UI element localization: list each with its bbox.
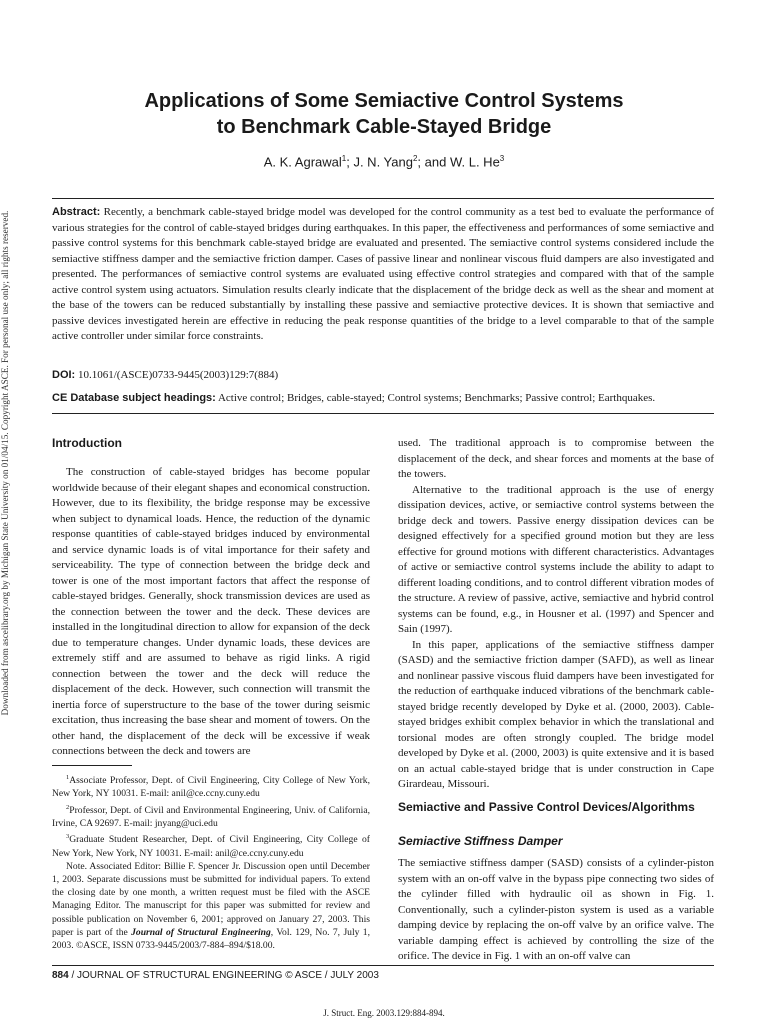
footnote-2-mark: 2 [66,803,70,811]
footer-rule [52,965,714,966]
abstract-label: Abstract: [52,206,101,218]
author-2: ; J. N. Yang [346,154,413,170]
author-2-mark: 2 [412,154,418,163]
sasd-text [398,856,714,965]
footnote-3-text: Graduate Student Researcher, Dept. of Civil Engineering, City College of New York, New York, NY 10031. E-mail: anil@ce.ccny.cuny.edu [52,834,370,859]
intro-heading-block [52,436,370,452]
title-line-2: to Benchmark Cable-Stayed Bridge [216,116,552,138]
doi-line [52,369,278,381]
footnote-3 [52,830,370,860]
footnote-2-text: Professor, Dept. of Civil and Environmental Engineering, Univ. of California, Irvine, CA 92697. E-mail: jnyang@uci.edu [52,804,370,829]
citation-line: J. Struct. Eng. 2003.129:884-894. [323,1008,445,1018]
author-3: ; and W. L. He [417,154,500,170]
subject-headings-label: CE Database subject headings: [52,392,216,404]
abstract-text: Recently, a benchmark cable-stayed bridge model was developed for the control community as a test bed to evaluate the performance of various strategies for the control of cable-stayed bridges during earthquakes. In this paper, the effectiveness and performances of some semiactive and passive control systems for this benchmark cable-stayed bridge are evaluated and presented. The semiactive control systems considered include the semiactive stiffness damper and the semiactive friction damper. Cases of passive linear and nonlinear viscous fluid dampers are also investigated and presented. The performances of semiactive control systems are evaluated using effective control strategies and compared with that of the sample active control system using actuators. Simulation results clearly indicate that the displacement of the bridge deck as well as the shear and moment at the base of the towers can be reduced substantially by installing these passive and semiactive protective devices. It is shown that semiactive and passive devices investigated herein are effective in reducing the peak response quantities of the bridge to a level comparable to that of the sample active controller under similar force constraints. [52,206,714,342]
left-column-text [52,465,370,760]
right-paragraph-1: used. The traditional approach is to compromise between the displacement of the deck, and shear forces and moments at the base of the towers. [398,437,714,480]
right-column-text [398,436,714,793]
footnote-1-mark: 1 [66,774,70,781]
footnote-rule [52,765,132,766]
subsection-heading-sasd: Semiactive Stiffness Damper [398,834,563,848]
right-paragraph-2: Alternative to the traditional approach is the use of energy dissipation devices, active, or semiactive control systems between the bridge deck and towers. Passive energy dissipation devices can be designed effectively for a specified ground motion but they are less effective for ground motions with different characteristics. Advantages of active or semiactive control systems include the ability to adapt to different loading conditions, and to control different vibration modes of the structure. A review of passive, active, semiactive and hybrid control systems can be found, e.g., in Housner et al. (1997) and Spencer and Sain (1997). [398,483,714,635]
author-list [0,154,768,169]
sasd-paragraph: The semiactive stiffness damper (SASD) consists of a cylinder-piston system with an on-off valve in the bypass pipe connecting two sides of the cylinder filled with hydraulic oil as shown in Fig. 1. Conventionally, such a cylinder-piston system is used as a variable damping device by replacing the on-off valve by an orifice valve. The variable damping effect is achieved by controlling the size of the orifice. The device in Fig. 1 with an on-off valve can [398,857,714,962]
page-number: 884 [52,970,69,981]
abstract-top-rule [52,198,714,199]
abstract [52,205,714,345]
author-3-mark: 3 [499,154,505,163]
subject-headings [52,392,722,404]
intro-paragraph-1: The construction of cable-stayed bridges has become popular worldwide because of their elegant shapes and economical construction. However, due to its flexibility, the bridge response may be excessive when subject to dynamical loads. Hence, the reduction of the dynamic response quantities of cable-stayed bridges induced by environmental and service dynamic loads is of vital importance for their safety and serviceability. The type of connection between the bridge deck and tower is one of the most important factors that affect the response of cable-stayed bridges. Generally, shock transmission devices are used as the connection between the tower and the deck. These devices are installed in the longitudinal direction to allow for expansion of the deck due to temperature changes. Under dynamic loads, these devices are extremely stiff and are assumed to behave as rigid links. A rigid connection between the tower and the deck will reduce the displacement of the deck. However, such connection will transmit the inertia force of superstructure to the base of the tower during seismic excitation, thus increasing the base shear and moment of towers. On the other hand, the displacement of the deck will be excessive if weak connections between the deck and towers are [52,466,370,757]
journal-footer: / JOURNAL OF STRUCTURAL ENGINEERING © ASCE / JULY 2003 [68,970,379,981]
journal-name: Journal of Structural Engineering [131,926,271,938]
editorial-note-text: Note. Associated Editor: Billie F. Spencer Jr. Discussion open until December 1, 2003. Separate discussions must be submitted for individual papers. To extend the closing date by one month, a written request must be filed with the ASCE Managing Editor. The manuscript for this paper was submitted for review and possible publication on November 6, 2001; approved on January 27, 2003. This paper is part of the [52,860,370,938]
footnote-3-mark: 3 [66,833,70,841]
doi-value[interactable]: 10.1061/(ASCE)0733-9445(2003)129:7(884) [77,369,279,381]
header-bottom-rule [52,413,714,414]
doi-label: DOI: [52,369,76,381]
footnote-2 [52,801,370,831]
footnote-1 [52,771,370,801]
right-paragraph-3: In this paper, applications of the semiactive stiffness damper (SASD) and the semiactive friction damper (SAFD), as well as linear and nonlinear passive viscous fluid dampers have been investigated for the reduction of earthquake induced vibrations of the benchmark cable-stayed bridge recently developed by Dyke et al. (2000, 2003). Cable-stayed bridges exhibit complex behavior in which the translational and torsional modes are often strongly coupled. The bridge model developed by Dyke et al. (2000, 2003) is quite extensive and it is based on an actual cable-stayed bridge that is under construction in Cape Girardeau, Missouri. [398,638,714,790]
author-1-mark: 1 [341,154,347,163]
footnotes [52,771,370,952]
editorial-note [52,860,370,952]
footnote-1-text: Associate Professor, Dept. of Civil Engineering, City College of New York, New York, NY 10031. E-mail: anil@ce.ccny.cuny.edu [52,775,370,800]
page-footer [52,970,379,981]
paper-title [0,88,768,140]
introduction-heading: Introduction [52,436,122,450]
title-line-1: Applications of Some Semiactive Control Systems [144,90,624,112]
section-heading-control-devices: Semiactive and Passive Control Devices/Algorithms [398,800,695,814]
author-1: A. K. Agrawal [263,154,342,170]
download-notice: Downloaded from ascelibrary.org by Michigan State University on 01/04/15. Copyright ASCE. For personal use only; all rights reserved. [0,210,10,716]
editorial-note-issn: , Vol. 129, No. 7, July 1, 2003. ©ASCE, ISSN 0733-9445/2003/7-884–894/$18.00. [52,926,370,951]
subject-headings-value: Active control; Bridges, cable-stayed; Control systems; Benchmarks; Passive control; Earthquakes. [217,392,656,404]
